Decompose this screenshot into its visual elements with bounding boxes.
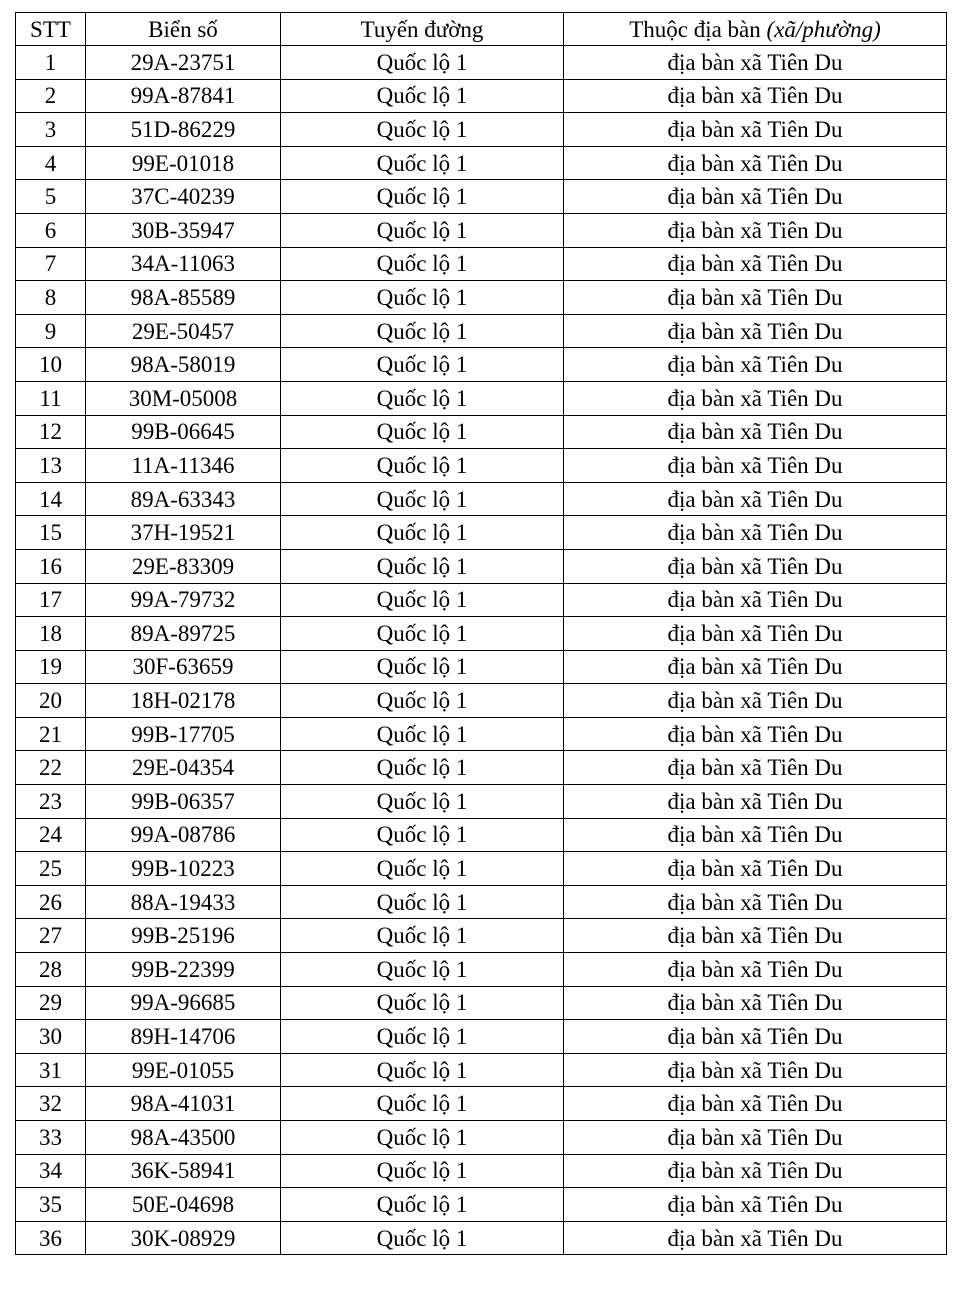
- cell-area: địa bàn xã Tiên Du: [564, 449, 947, 483]
- cell-plate: 99E-01018: [86, 146, 281, 180]
- cell-plate: 99B-22399: [86, 953, 281, 987]
- cell-route: Quốc lộ 1: [281, 46, 564, 80]
- cell-stt: 24: [16, 818, 86, 852]
- cell-route: Quốc lộ 1: [281, 482, 564, 516]
- cell-area: địa bàn xã Tiên Du: [564, 1053, 947, 1087]
- header-stt: STT: [16, 13, 86, 46]
- cell-plate: 99A-96685: [86, 986, 281, 1020]
- cell-stt: 2: [16, 79, 86, 113]
- cell-stt: 7: [16, 247, 86, 281]
- cell-plate: 88A-19433: [86, 885, 281, 919]
- cell-route: Quốc lộ 1: [281, 852, 564, 886]
- cell-stt: 23: [16, 785, 86, 819]
- cell-plate: 18H-02178: [86, 684, 281, 718]
- cell-area: địa bàn xã Tiên Du: [564, 617, 947, 651]
- table-row: [16, 885, 947, 919]
- cell-route: Quốc lộ 1: [281, 1121, 564, 1155]
- table-row: [16, 79, 947, 113]
- cell-area: địa bàn xã Tiên Du: [564, 516, 947, 550]
- cell-stt: 14: [16, 482, 86, 516]
- cell-area: địa bàn xã Tiên Du: [564, 919, 947, 953]
- cell-route: Quốc lộ 1: [281, 751, 564, 785]
- cell-stt: 36: [16, 1221, 86, 1255]
- cell-area: địa bàn xã Tiên Du: [564, 348, 947, 382]
- table-row: [16, 180, 947, 214]
- cell-stt: 33: [16, 1121, 86, 1155]
- cell-route: Quốc lộ 1: [281, 314, 564, 348]
- cell-stt: 22: [16, 751, 86, 785]
- cell-plate: 98A-85589: [86, 281, 281, 315]
- table-row: [16, 482, 947, 516]
- cell-route: Quốc lộ 1: [281, 348, 564, 382]
- cell-area: địa bàn xã Tiên Du: [564, 415, 947, 449]
- table-row: [16, 415, 947, 449]
- cell-stt: 25: [16, 852, 86, 886]
- cell-route: Quốc lộ 1: [281, 213, 564, 247]
- cell-route: Quốc lộ 1: [281, 919, 564, 953]
- cell-area: địa bàn xã Tiên Du: [564, 684, 947, 718]
- cell-plate: 30F-63659: [86, 650, 281, 684]
- cell-route: Quốc lộ 1: [281, 79, 564, 113]
- cell-stt: 12: [16, 415, 86, 449]
- header-route: Tuyến đường: [281, 13, 564, 46]
- cell-route: Quốc lộ 1: [281, 717, 564, 751]
- cell-plate: 99E-01055: [86, 1053, 281, 1087]
- table-row: [16, 785, 947, 819]
- table-row: [16, 818, 947, 852]
- cell-stt: 16: [16, 549, 86, 583]
- cell-plate: 98A-41031: [86, 1087, 281, 1121]
- table-row: [16, 46, 947, 80]
- vehicle-table: [15, 12, 947, 1255]
- cell-area: địa bàn xã Tiên Du: [564, 818, 947, 852]
- cell-plate: 99B-25196: [86, 919, 281, 953]
- cell-route: Quốc lộ 1: [281, 415, 564, 449]
- cell-area: địa bàn xã Tiên Du: [564, 247, 947, 281]
- cell-stt: 8: [16, 281, 86, 315]
- cell-stt: 26: [16, 885, 86, 919]
- table-row: [16, 717, 947, 751]
- cell-route: Quốc lộ 1: [281, 381, 564, 415]
- cell-plate: 89A-89725: [86, 617, 281, 651]
- cell-route: Quốc lộ 1: [281, 583, 564, 617]
- table-row: [16, 1053, 947, 1087]
- cell-plate: 11A-11346: [86, 449, 281, 483]
- cell-area: địa bàn xã Tiên Du: [564, 314, 947, 348]
- cell-plate: 99A-87841: [86, 79, 281, 113]
- cell-area: địa bàn xã Tiên Du: [564, 381, 947, 415]
- cell-plate: 99B-06357: [86, 785, 281, 819]
- table-row: [16, 919, 947, 953]
- table-row: [16, 751, 947, 785]
- cell-area: địa bàn xã Tiên Du: [564, 650, 947, 684]
- cell-stt: 32: [16, 1087, 86, 1121]
- cell-stt: 34: [16, 1154, 86, 1188]
- cell-area: địa bàn xã Tiên Du: [564, 885, 947, 919]
- table-row: [16, 449, 947, 483]
- cell-stt: 27: [16, 919, 86, 953]
- cell-plate: 29E-50457: [86, 314, 281, 348]
- header-row: [16, 13, 947, 46]
- cell-route: Quốc lộ 1: [281, 281, 564, 315]
- table-row: [16, 281, 947, 315]
- table-row: [16, 852, 947, 886]
- table-row: [16, 314, 947, 348]
- table-row: [16, 953, 947, 987]
- cell-plate: 29E-04354: [86, 751, 281, 785]
- cell-route: Quốc lộ 1: [281, 885, 564, 919]
- cell-plate: 30K-08929: [86, 1221, 281, 1255]
- table-row: [16, 617, 947, 651]
- cell-plate: 99B-10223: [86, 852, 281, 886]
- table-row: [16, 247, 947, 281]
- cell-stt: 1: [16, 46, 86, 80]
- cell-stt: 29: [16, 986, 86, 1020]
- cell-plate: 98A-58019: [86, 348, 281, 382]
- cell-stt: 30: [16, 1020, 86, 1054]
- table-row: [16, 1221, 947, 1255]
- cell-area: địa bàn xã Tiên Du: [564, 852, 947, 886]
- cell-route: Quốc lộ 1: [281, 180, 564, 214]
- cell-plate: 98A-43500: [86, 1121, 281, 1155]
- cell-route: Quốc lộ 1: [281, 146, 564, 180]
- table-row: [16, 684, 947, 718]
- cell-stt: 31: [16, 1053, 86, 1087]
- table-row: [16, 213, 947, 247]
- cell-plate: 99B-06645: [86, 415, 281, 449]
- cell-stt: 4: [16, 146, 86, 180]
- cell-area: địa bàn xã Tiên Du: [564, 180, 947, 214]
- cell-route: Quốc lộ 1: [281, 1154, 564, 1188]
- cell-area: địa bàn xã Tiên Du: [564, 281, 947, 315]
- cell-route: Quốc lộ 1: [281, 113, 564, 147]
- table-row: [16, 1188, 947, 1222]
- cell-area: địa bàn xã Tiên Du: [564, 717, 947, 751]
- cell-stt: 35: [16, 1188, 86, 1222]
- cell-stt: 19: [16, 650, 86, 684]
- cell-route: Quốc lộ 1: [281, 516, 564, 550]
- cell-area: địa bàn xã Tiên Du: [564, 785, 947, 819]
- cell-route: Quốc lộ 1: [281, 650, 564, 684]
- cell-plate: 99A-79732: [86, 583, 281, 617]
- cell-area: địa bàn xã Tiên Du: [564, 1188, 947, 1222]
- cell-plate: 51D-86229: [86, 113, 281, 147]
- table-row: [16, 113, 947, 147]
- cell-route: Quốc lộ 1: [281, 953, 564, 987]
- table-row: [16, 381, 947, 415]
- cell-area: địa bàn xã Tiên Du: [564, 79, 947, 113]
- cell-area: địa bàn xã Tiên Du: [564, 213, 947, 247]
- cell-stt: 28: [16, 953, 86, 987]
- cell-area: địa bàn xã Tiên Du: [564, 1121, 947, 1155]
- cell-stt: 3: [16, 113, 86, 147]
- header-area-note: (xã/phường): [766, 16, 881, 42]
- cell-plate: 30M-05008: [86, 381, 281, 415]
- cell-area: địa bàn xã Tiên Du: [564, 1020, 947, 1054]
- cell-area: địa bàn xã Tiên Du: [564, 583, 947, 617]
- table-row: [16, 583, 947, 617]
- table-header: [16, 13, 947, 46]
- cell-area: địa bàn xã Tiên Du: [564, 986, 947, 1020]
- cell-plate: 29E-83309: [86, 549, 281, 583]
- cell-stt: 6: [16, 213, 86, 247]
- cell-area: địa bàn xã Tiên Du: [564, 549, 947, 583]
- cell-area: địa bàn xã Tiên Du: [564, 751, 947, 785]
- cell-route: Quốc lộ 1: [281, 1053, 564, 1087]
- table-row: [16, 650, 947, 684]
- cell-route: Quốc lộ 1: [281, 785, 564, 819]
- table-row: [16, 1020, 947, 1054]
- cell-area: địa bàn xã Tiên Du: [564, 113, 947, 147]
- cell-plate: 89H-14706: [86, 1020, 281, 1054]
- cell-area: địa bàn xã Tiên Du: [564, 482, 947, 516]
- cell-route: Quốc lộ 1: [281, 1188, 564, 1222]
- cell-route: Quốc lộ 1: [281, 684, 564, 718]
- cell-stt: 21: [16, 717, 86, 751]
- table-row: [16, 1154, 947, 1188]
- cell-route: Quốc lộ 1: [281, 1221, 564, 1255]
- cell-stt: 18: [16, 617, 86, 651]
- table-row: [16, 1087, 947, 1121]
- header-area-label: Thuộc địa bàn: [629, 16, 767, 42]
- cell-stt: 9: [16, 314, 86, 348]
- cell-plate: 99A-08786: [86, 818, 281, 852]
- header-area: [564, 13, 947, 46]
- cell-area: địa bàn xã Tiên Du: [564, 46, 947, 80]
- cell-route: Quốc lộ 1: [281, 986, 564, 1020]
- cell-area: địa bàn xã Tiên Du: [564, 1087, 947, 1121]
- cell-stt: 10: [16, 348, 86, 382]
- table-row: [16, 1121, 947, 1155]
- table-row: [16, 549, 947, 583]
- cell-route: Quốc lộ 1: [281, 449, 564, 483]
- table-row: [16, 986, 947, 1020]
- cell-stt: 15: [16, 516, 86, 550]
- cell-plate: 37C-40239: [86, 180, 281, 214]
- cell-area: địa bàn xã Tiên Du: [564, 1221, 947, 1255]
- cell-stt: 11: [16, 381, 86, 415]
- cell-stt: 5: [16, 180, 86, 214]
- cell-plate: 50E-04698: [86, 1188, 281, 1222]
- cell-stt: 20: [16, 684, 86, 718]
- cell-plate: 29A-23751: [86, 46, 281, 80]
- cell-area: địa bàn xã Tiên Du: [564, 146, 947, 180]
- cell-route: Quốc lộ 1: [281, 549, 564, 583]
- table-row: [16, 348, 947, 382]
- cell-plate: 99B-17705: [86, 717, 281, 751]
- table-row: [16, 516, 947, 550]
- cell-route: Quốc lộ 1: [281, 1087, 564, 1121]
- cell-area: địa bàn xã Tiên Du: [564, 1154, 947, 1188]
- cell-plate: 30B-35947: [86, 213, 281, 247]
- table-body: [16, 46, 947, 1255]
- cell-plate: 36K-58941: [86, 1154, 281, 1188]
- cell-plate: 37H-19521: [86, 516, 281, 550]
- cell-route: Quốc lộ 1: [281, 247, 564, 281]
- cell-stt: 13: [16, 449, 86, 483]
- cell-plate: 34A-11063: [86, 247, 281, 281]
- document-page: [15, 12, 946, 1255]
- cell-route: Quốc lộ 1: [281, 617, 564, 651]
- cell-route: Quốc lộ 1: [281, 818, 564, 852]
- cell-area: địa bàn xã Tiên Du: [564, 953, 947, 987]
- cell-stt: 17: [16, 583, 86, 617]
- cell-plate: 89A-63343: [86, 482, 281, 516]
- cell-route: Quốc lộ 1: [281, 1020, 564, 1054]
- table-row: [16, 146, 947, 180]
- header-plate: Biển số: [86, 13, 281, 46]
